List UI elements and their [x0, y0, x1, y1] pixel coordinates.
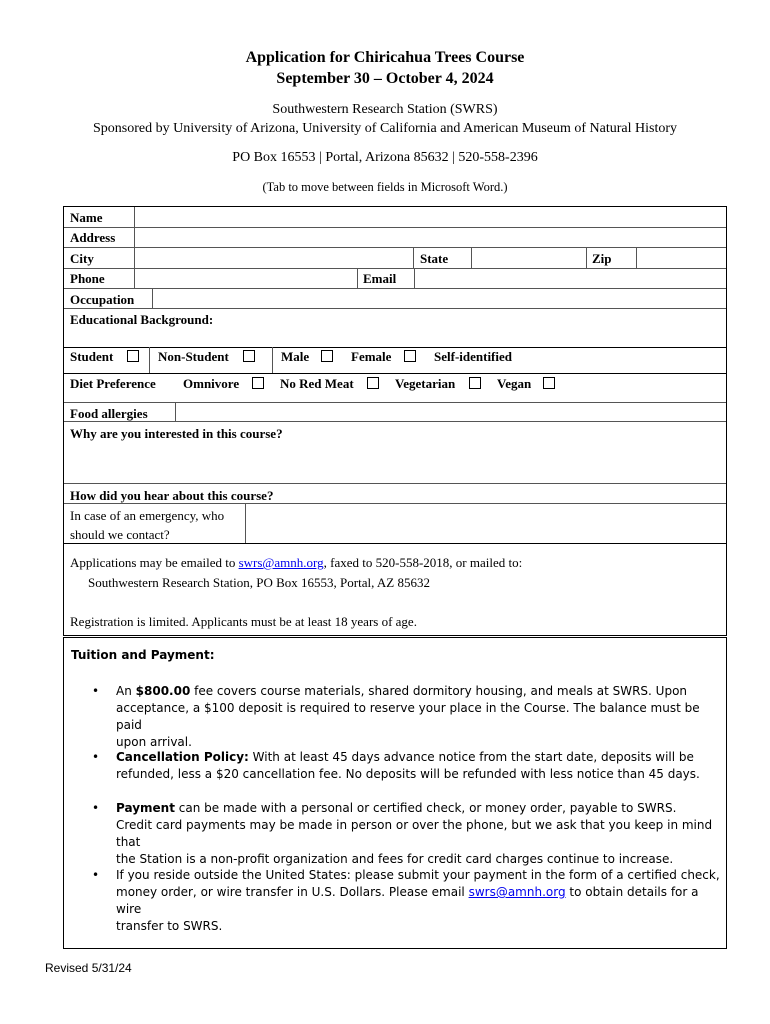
international-text-3: to obtain details for a wire: [116, 885, 699, 916]
allergies-label: Food allergies: [70, 406, 148, 421]
city-label: City: [70, 251, 94, 266]
nonstudent-checkbox[interactable]: [243, 350, 255, 362]
fee-amount: $800.00: [135, 684, 191, 698]
omnivore-checkbox[interactable]: [252, 377, 264, 389]
mailing-address: Southwestern Research Station, PO Box 16553, Portal, AZ 85632: [88, 575, 430, 590]
cancellation-heading: Cancellation Policy:: [116, 750, 249, 764]
international-item: [116, 867, 721, 935]
sponsors-line: Sponsored by University of Arizona, University of California and American Museum of Natural History: [93, 121, 677, 136]
bullet: •: [92, 868, 100, 882]
female-checkbox[interactable]: [404, 350, 416, 362]
state-label: State: [420, 251, 449, 266]
student-label: Student: [70, 349, 114, 364]
zip-label: Zip: [592, 251, 612, 266]
noredmeat-label: No Red Meat: [280, 376, 354, 391]
address-field[interactable]: [136, 228, 726, 247]
course-dates: September 30 – October 4, 2024: [276, 70, 494, 87]
female-label: Female: [351, 349, 392, 364]
name-label: Name: [70, 210, 103, 225]
applications-prefix: Applications may be emailed to: [70, 555, 239, 570]
international-text-1: If you reside outside the United States: please submit your payment in the form of a certified check,: [116, 868, 720, 882]
tuition-section: [63, 637, 727, 949]
zip-field[interactable]: [638, 248, 726, 267]
nonstudent-label: Non-Student: [158, 349, 229, 364]
vegan-label: Vegan: [497, 376, 532, 391]
form-title: Application for Chiricahua Trees Course: [245, 49, 525, 66]
omnivore-label: Omnivore: [183, 376, 240, 391]
vegan-checkbox[interactable]: [543, 377, 555, 389]
swrs-email-link[interactable]: swrs@amnh.org: [238, 555, 324, 570]
tuition-heading: Tuition and Payment:: [71, 648, 215, 662]
org-name: Southwestern Research Station (SWRS): [272, 102, 498, 117]
payment-heading: Payment: [116, 801, 175, 815]
application-form: [63, 206, 727, 636]
emergency-label-line2: should we contact?: [70, 527, 170, 542]
vegetarian-checkbox[interactable]: [469, 377, 481, 389]
address-label: Address: [70, 230, 116, 245]
male-checkbox[interactable]: [321, 350, 333, 362]
bullet: •: [92, 750, 100, 764]
fee-prefix: An: [116, 684, 136, 698]
education-field[interactable]: [66, 328, 724, 346]
hear-label: How did you hear about this course?: [70, 488, 274, 503]
payment-text-1: can be made with a personal or certified check, or money order, payable to SWRS.: [174, 801, 677, 815]
contact-line: PO Box 16553 | Portal, Arizona 85632 | 520-558-2396: [232, 150, 538, 165]
cancellation-text-2: refunded, less a $20 cancellation fee. No deposits will be refunded with less notice than 45 days.: [116, 767, 700, 781]
phone-field[interactable]: [136, 269, 356, 288]
bullet: •: [92, 684, 100, 698]
fee-text-1: fee covers course materials, shared dormitory housing, and meals at SWRS. Upon: [190, 684, 688, 698]
why-field[interactable]: [66, 443, 724, 481]
fee-item: [116, 683, 721, 751]
swrs-email-link-2[interactable]: swrs@amnh.org: [468, 885, 566, 899]
email-field[interactable]: [416, 269, 726, 288]
vegetarian-label: Vegetarian: [395, 376, 456, 391]
selfidentified-label: Self-identified: [434, 349, 512, 364]
payment-item: [116, 800, 721, 868]
cancellation-item: [116, 749, 721, 783]
student-checkbox[interactable]: [127, 350, 139, 362]
tab-note: (Tab to move between fields in Microsoft Word.): [262, 180, 508, 194]
email-label: Email: [363, 271, 397, 286]
state-field[interactable]: [473, 248, 585, 267]
name-field[interactable]: [136, 208, 726, 227]
international-text-4: transfer to SWRS.: [116, 919, 223, 933]
education-label: Educational Background:: [70, 312, 214, 327]
registration-note: Registration is limited. Applicants must be at least 18 years of age.: [70, 614, 417, 629]
payment-text-2: Credit card payments may be made in person or over the phone, but we ask that you keep in mind that: [116, 818, 713, 849]
emergency-field[interactable]: [247, 504, 726, 542]
occupation-label: Occupation: [70, 292, 135, 307]
phone-label: Phone: [70, 271, 105, 286]
bullet: •: [92, 801, 100, 815]
city-field[interactable]: [136, 248, 412, 267]
occupation-field[interactable]: [154, 289, 726, 308]
emergency-label-line1: In case of an emergency, who: [70, 508, 225, 523]
fee-text-3: upon arrival.: [116, 735, 192, 749]
noredmeat-checkbox[interactable]: [367, 377, 379, 389]
diet-label: Diet Preference: [70, 376, 156, 391]
cancellation-text-1: With at least 45 days advance notice from the start date, deposits will be: [248, 750, 694, 764]
applications-line: [70, 554, 522, 572]
why-label: Why are you interested in this course?: [70, 426, 283, 441]
applications-suffix: , faxed to 520-558-2018, or mailed to:: [323, 555, 523, 570]
payment-text-3: the Station is a non-profit organization and fees for credit card charges continue to increase.: [116, 852, 674, 866]
fee-text-2: acceptance, a $100 deposit is required to reserve your place in the Course. The balance must be paid: [116, 701, 700, 732]
international-text-2: money order, or wire transfer in U.S. Dollars. Please email: [116, 885, 469, 899]
revision-date: Revised 5/31/24: [45, 961, 132, 975]
allergies-field[interactable]: [177, 403, 726, 421]
male-label: Male: [281, 349, 310, 364]
